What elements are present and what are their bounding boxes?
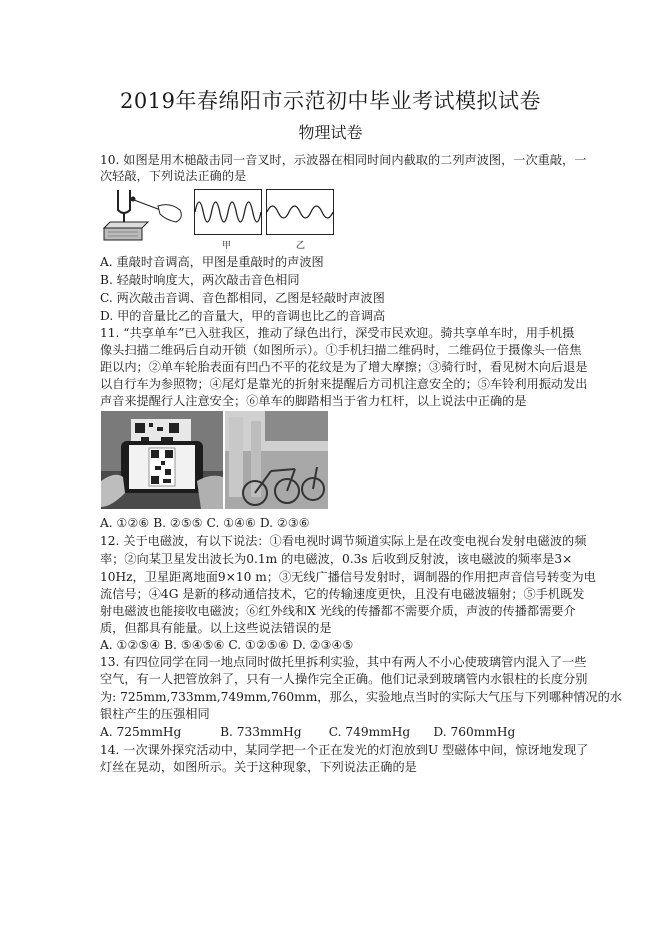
shared-bikes-photo: [225, 411, 328, 509]
q10-line-2: 次轻敲，下列说法正确的是: [100, 169, 247, 183]
waveform-yi-label: 乙: [296, 241, 306, 251]
q13-options: A. 725mmHg B. 733mmHg C. 749mmHg D. 760mmHg: [100, 725, 516, 739]
waveform-yi: [266, 189, 334, 235]
q12-line-1: 12. 关于电磁波，有以下说法：①看电视时调节频道实际上是在改变电视台发射电磁波的频: [100, 534, 587, 548]
q11-line-1: 11. “共享单车”已入驻我区，推动了绿色出行，深受市民欢迎。骑共享单车时，用手机摄: [100, 326, 575, 340]
q10-option-d: D. 甲的音量比乙的音量大，甲的音调也比乙的音调高: [100, 309, 386, 323]
q14-line-2: 灯丝在晃动，如图所示。关于这种现象，下列说法正确的是: [100, 760, 417, 774]
q12-line-5: 射电磁波也能接收电磁波；⑥红外线和X 光线的传播都不需要介质，声波的传播都需要介: [100, 604, 576, 618]
q13-line-1: 13. 有四位同学在同一地点同时做托里拆利实验，其中有两人不小心使玻璃管内混入了一些: [100, 655, 587, 669]
page-title: 2019年春绵阳市示范初中毕业考试模拟试卷: [120, 89, 541, 113]
q14-line-1: 14. 一次课外探究活动中，某同学把一个正在发光的灯泡放到U 型磁体中间，惊讶地发现了: [100, 743, 589, 757]
q10-option-c: C. 两次敲击音调、音色都相同，乙图是轻敲时声波图: [100, 291, 385, 305]
waveform-jia-label: 甲: [222, 241, 232, 251]
q12-options: A. ①②⑤④ B. ⑤④⑤⑥ C. ①②⑤⑥ D. ②③④⑤: [100, 638, 354, 652]
q11-options: A. ①②⑥ B. ②⑤⑤ C. ①④⑥ D. ②③⑥: [100, 516, 310, 530]
waveform-jia: [194, 189, 262, 235]
q10-option-a: A. 重敲时音调高，甲图是重敲时的声波图: [100, 255, 324, 269]
page-subtitle: 物理试卷: [298, 123, 363, 142]
q13-line-2: 空气，有一人把管放斜了，只有一人操作完全正确。他们记录到玻璃管内水银柱的长度分别: [100, 672, 588, 686]
q12-line-4: 流信号；④4G 是新的移动通信技术，它的传输速度更快，且没有电磁波辐射；⑤手机既发: [100, 587, 585, 601]
q13-line-4: 银柱产生的压强相同: [100, 707, 210, 721]
q11-line-3: 距以内；②单车轮胎表面有凹凸不平的花纹是为了增大摩擦；③骑行时，看见树木向后退是: [100, 360, 588, 374]
q12-line-2: 率；②向某卫星发出波长为0.1m 的电磁波，0.3s 后收到反射波，该电磁波的频率是3×: [100, 552, 573, 566]
tuning-fork-figure: [100, 184, 190, 246]
q13-line-3: 为: 725mm,733mm,749mm,760mm，那么，实验地点当时的实际大气压与下列哪种情况的水: [100, 690, 622, 704]
q11-line-4: 以自行车为参照物；④尾灯是靠光的折射来提醒后方司机注意安全的；⑤车铃利用振动发出: [100, 377, 588, 391]
q12-line-6: 质，但都具有能量。以上这些说法错误的是: [100, 621, 332, 635]
q10-option-b: B. 轻敲时响度大，两次敲击音色相同: [100, 273, 300, 287]
q11-line-2: 像头扫描二维码后自动开锁（如图所示）。①手机扫描二维码时，二维码位于摄像头一倍焦: [100, 343, 582, 357]
qr-scan-photo: [101, 411, 223, 509]
q11-line-5: 声音来提醒行人注意安全；⑥单车的脚踏相当于省力杠杆，以上说法中正确的是: [100, 394, 527, 408]
q10-line-1: 10. 如图是用木槌敲击同一音叉时，示波器在相同时间内截取的二列声波图，一次重敲，一: [100, 153, 587, 167]
q12-line-3: 10Hz，卫星距离地面9×10 m；③无线广播信号发射时，调制器的作用把声音信号转变为电: [100, 570, 596, 584]
